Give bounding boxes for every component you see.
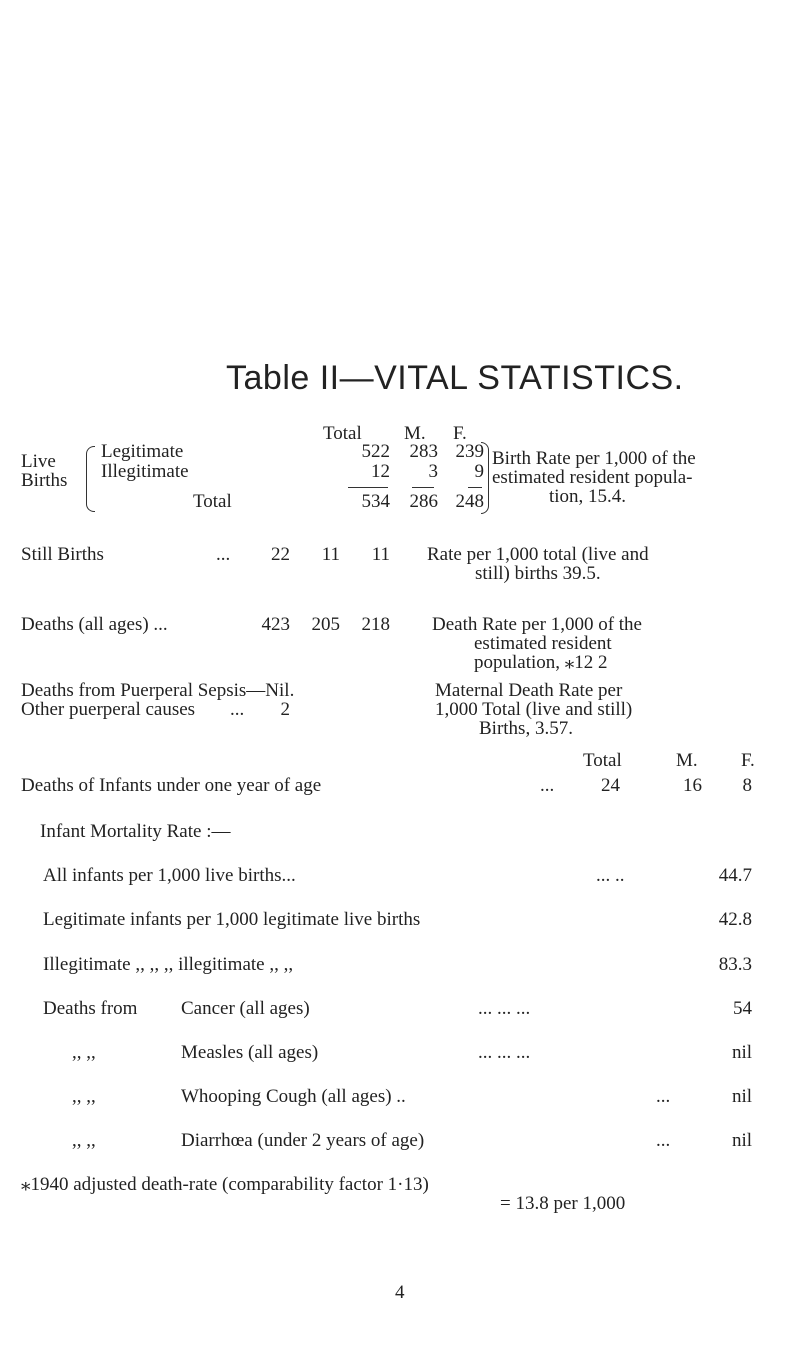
deaths-m: 205 xyxy=(311,614,340,635)
infant-deaths-label: Deaths of Infants under one year of age xyxy=(21,775,322,796)
puerperal-sepsis-line: Deaths from Puerperal Sepsis—Nil. xyxy=(21,680,295,701)
cause-measles-value: nil xyxy=(731,1042,752,1063)
cause-diarrhoea-label: Diarrhœa (under 2 years of age) xyxy=(181,1130,425,1151)
row-illegitimate-label: Illegitimate xyxy=(101,461,189,482)
birth-rate-note-3: tion, 15.4. xyxy=(549,486,627,507)
imr-row-legitimate-label: Legitimate infants per 1,000 legitimate live births xyxy=(43,909,421,930)
group-label-births: Births xyxy=(21,470,68,491)
causes-prefix: Deaths from xyxy=(43,998,138,1019)
cause-whooping-label: Whooping Cough (all ages) .. xyxy=(181,1086,406,1107)
death-rate-note-2: estimated resident xyxy=(474,633,612,654)
imr-row-all-dots: ... .. xyxy=(596,865,625,886)
col-header-f: F. xyxy=(453,423,467,444)
infant-deaths-total: 24 xyxy=(601,775,620,796)
imr-heading: Infant Mortality Rate :— xyxy=(40,821,231,842)
birth-rate-note-1: Birth Rate per 1,000 of the xyxy=(492,448,696,469)
maternal-rate-note-2: 1,000 Total (live and still) xyxy=(435,699,633,720)
row-legitimate-f: 239 xyxy=(455,441,484,462)
cause-measles-label: Measles (all ages) xyxy=(181,1042,319,1063)
death-rate-note-3: population, ⁎12 2 xyxy=(474,652,608,673)
row-legitimate-label: Legitimate xyxy=(101,441,184,462)
cause-cancer-value: 54 xyxy=(733,998,752,1019)
deaths-label: Deaths (all ages) ... xyxy=(21,614,168,635)
infant-deaths-dots: ... xyxy=(540,775,555,796)
still-births-total: 22 xyxy=(271,544,290,565)
sum-rule-m xyxy=(412,487,434,488)
other-puerperal-label: Other puerperal causes xyxy=(21,699,196,720)
footnote-line-2: = 13.8 per 1,000 xyxy=(500,1193,626,1214)
infant-deaths-f: 8 xyxy=(742,775,752,796)
right-brace xyxy=(481,442,489,514)
infant-deaths-m: 16 xyxy=(683,775,702,796)
infant-col-header-m: M. xyxy=(676,750,698,771)
col-header-m: M. xyxy=(404,423,426,444)
footnote-line-1: ⁎1940 adjusted death-rate (comparability factor 1·13) xyxy=(21,1174,429,1195)
still-births-note-2: still) births 39.5. xyxy=(475,563,601,584)
cause-cancer-dots: ... ... ... xyxy=(478,998,531,1019)
left-brace xyxy=(86,446,95,512)
cause-cancer-label: Cancer (all ages) xyxy=(181,998,310,1019)
imr-row-legitimate-value: 42.8 xyxy=(718,909,752,930)
imr-row-illegitimate-label: Illegitimate ,, ,, ,, illegitimate ,, ,, xyxy=(43,954,294,975)
deaths-total: 423 xyxy=(261,614,290,635)
cause-measles-ditto: ,, ,, xyxy=(72,1042,96,1063)
col-header-total: Total xyxy=(323,423,362,444)
row-total-f: 248 xyxy=(455,491,484,512)
other-puerperal-value: 2 xyxy=(280,699,290,720)
imr-row-illegitimate-value: 83.3 xyxy=(718,954,752,975)
cause-diarrhoea-value: nil xyxy=(731,1130,752,1151)
still-births-note-1: Rate per 1,000 total (live and xyxy=(427,544,649,565)
still-births-f: 11 xyxy=(371,544,390,565)
imr-row-all-value: 44.7 xyxy=(718,865,752,886)
row-total-label: Total xyxy=(193,491,232,512)
sum-rule-total xyxy=(348,487,388,488)
birth-rate-note-2: estimated resident popula- xyxy=(492,467,693,488)
still-births-dots: ... xyxy=(216,544,231,565)
other-puerperal-dots: ... xyxy=(230,699,245,720)
still-births-label: Still Births xyxy=(21,544,104,565)
cause-diarrhoea-ditto: ,, ,, xyxy=(72,1130,96,1151)
maternal-rate-note-3: Births, 3.57. xyxy=(479,718,573,739)
death-rate-note-1: Death Rate per 1,000 of the xyxy=(432,614,642,635)
row-illegitimate-f: 9 xyxy=(474,461,484,482)
row-total-total: 534 xyxy=(361,491,390,512)
sum-rule-f xyxy=(468,487,482,488)
imr-row-all-label: All infants per 1,000 live births... xyxy=(43,865,296,886)
deaths-f: 218 xyxy=(361,614,390,635)
cause-whooping-dots: ... xyxy=(656,1086,671,1107)
cause-measles-dots: ... ... ... xyxy=(478,1042,531,1063)
row-illegitimate-m: 3 xyxy=(428,461,438,482)
infant-col-header-total: Total xyxy=(583,750,622,771)
group-label-live: Live xyxy=(21,451,56,472)
row-total-m: 286 xyxy=(409,491,438,512)
cause-whooping-ditto: ,, ,, xyxy=(72,1086,96,1107)
page-title: Table II—VITAL STATISTICS. xyxy=(226,359,684,397)
still-births-m: 11 xyxy=(321,544,340,565)
cause-diarrhoea-dots: ... xyxy=(656,1130,671,1151)
maternal-rate-note-1: Maternal Death Rate per xyxy=(435,680,623,701)
cause-whooping-value: nil xyxy=(731,1086,752,1107)
row-legitimate-total: 522 xyxy=(361,441,390,462)
row-illegitimate-total: 12 xyxy=(371,461,390,482)
page-number: 4 xyxy=(395,1282,405,1303)
row-legitimate-m: 283 xyxy=(409,441,438,462)
infant-col-header-f: F. xyxy=(741,750,755,771)
